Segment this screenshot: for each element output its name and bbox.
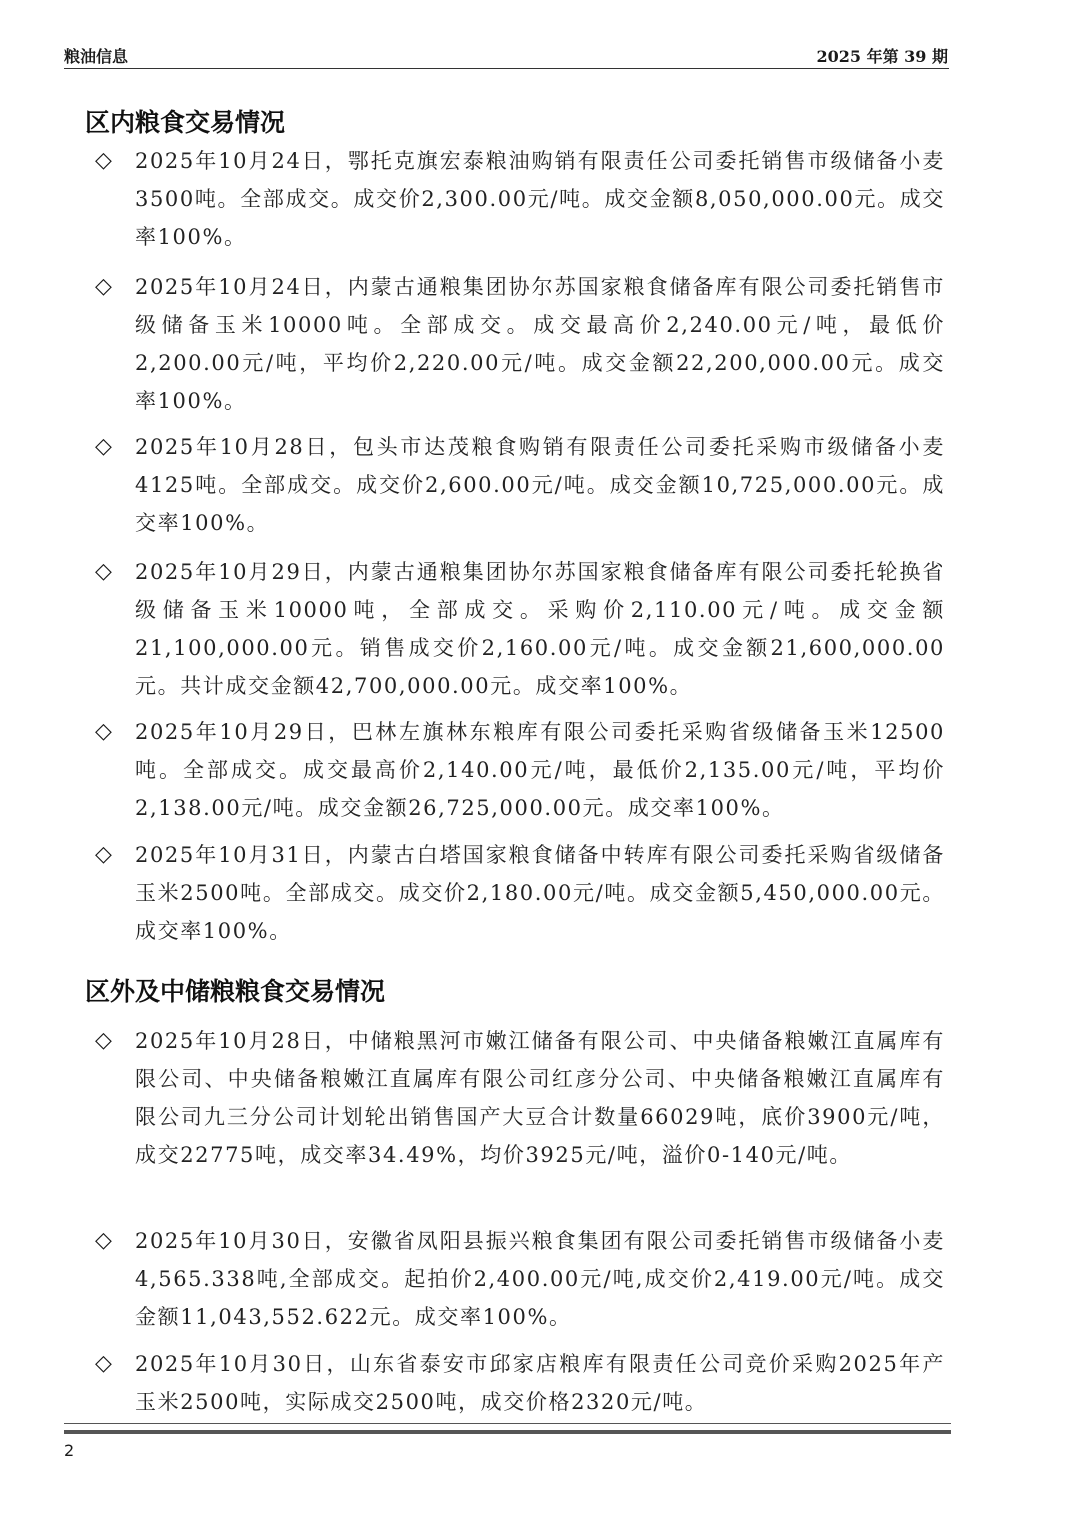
diamond-bullet-icon: ◇ xyxy=(95,1351,112,1376)
section-title-external: 区外及中储粮粮食交易情况 xyxy=(85,977,386,1006)
header-issue: 2025 年第 39 期 xyxy=(816,47,948,66)
diamond-bullet-icon: ◇ xyxy=(95,559,112,584)
page-number: 2 xyxy=(64,1441,75,1460)
footer-rule-thin xyxy=(64,1423,951,1424)
item-text: 2025年10月28日，中储粮黑河市嫩江储备有限公司、中央储备粮嫩江直属库有限公司、中央储备粮嫩江直属库有限公司红彦分公司、中央储备粮嫩江直属库有限公司九三分公司计划轮出销售国产大豆合计数量66029吨，底价3900元/吨，成交22775吨，成交率34.49%，均价3925元/吨，溢价0-140元/吨。 xyxy=(135,1029,945,1167)
item-text: 2025年10月24日，内蒙古通粮集团协尔苏国家粮食储备库有限公司委托销售市级储备玉米10000吨。全部成交。成交最高价2,240.00元/吨，最低价2,200.00元/吨，平均价2,220.00元/吨。成交金额22,200,000.00元。成交率100%。 xyxy=(135,275,945,413)
item-text: 2025年10月30日，山东省泰安市邱家店粮库有限责任公司竞价采购2025年产玉米2500吨，实际成交2500吨，成交价格2320元/吨。 xyxy=(135,1352,945,1414)
item-text: 2025年10月30日，安徽省凤阳县振兴粮食集团有限公司委托销售市级储备小麦4,565.338吨,全部成交。起拍价2,400.00元/吨,成交价2,419.00元/吨。成交金额11,043,552.622元。成交率100%。 xyxy=(135,1229,945,1329)
diamond-bullet-icon: ◇ xyxy=(95,148,112,173)
diamond-bullet-icon: ◇ xyxy=(95,274,112,299)
diamond-bullet-icon: ◇ xyxy=(95,719,112,744)
section-title-domestic: 区内粮食交易情况 xyxy=(85,108,286,137)
header-rule xyxy=(64,68,949,69)
item-text: 2025年10月31日，内蒙古白塔国家粮食储备中转库有限公司委托采购省级储备玉米2500吨。全部成交。成交价2,180.00元/吨。成交金额5,450,000.00元。成交率100%。 xyxy=(135,843,945,943)
diamond-bullet-icon: ◇ xyxy=(95,1228,112,1253)
diamond-bullet-icon: ◇ xyxy=(95,434,112,459)
item-text: 2025年10月29日，巴林左旗林东粮库有限公司委托采购省级储备玉米12500吨。全部成交。成交最高价2,140.00元/吨，最低价2,135.00元/吨，平均价2,138.00元/吨。成交金额26,725,000.00元。成交率100%。 xyxy=(135,720,945,820)
diamond-bullet-icon: ◇ xyxy=(95,1028,112,1053)
footer-rule-thick xyxy=(64,1430,951,1434)
item-text: 2025年10月24日，鄂托克旗宏泰粮油购销有限责任公司委托销售市级储备小麦3500吨。全部成交。成交价2,300.00元/吨。成交金额8,050,000.00元。成交率100%。 xyxy=(135,149,945,249)
diamond-bullet-icon: ◇ xyxy=(95,842,112,867)
item-text: 2025年10月28日，包头市达茂粮食购销有限责任公司委托采购市级储备小麦4125吨。全部成交。成交价2,600.00元/吨。成交金额10,725,000.00元。成交率100%。 xyxy=(135,435,945,535)
item-text: 2025年10月29日，内蒙古通粮集团协尔苏国家粮食储备库有限公司委托轮换省级储备玉米10000吨，全部成交。采购价2,110.00元/吨。成交金额21,100,000.00元。销售成交价2,160.00元/吨。成交金额21,600,000.00元。共计成交金额42,700,000.00元。成交率100%。 xyxy=(135,560,945,698)
header-left-title: 粮油信息 xyxy=(64,47,129,66)
